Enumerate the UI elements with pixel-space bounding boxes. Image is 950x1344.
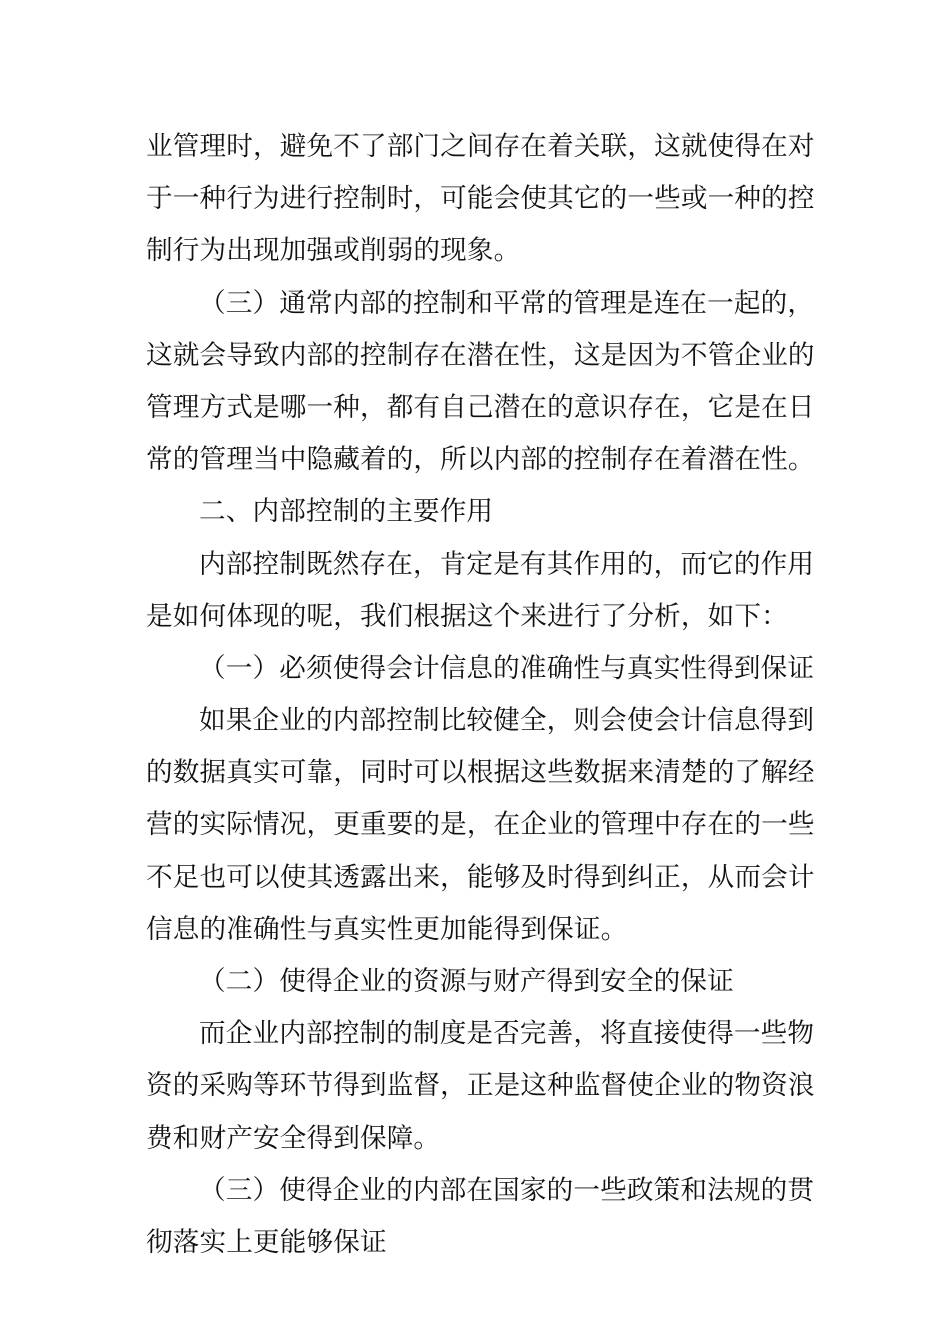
text-line: 的数据真实可靠，同时可以根据这些数据来清楚的了解经 — [146, 757, 815, 789]
text-line: 管理方式是哪一种，都有自己潜在的意识存在，它是在日 — [146, 391, 815, 423]
text-line: 营的实际情况，更重要的是，在企业的管理中存在的一些 — [146, 809, 815, 841]
section-heading: 二、内部控制的主要作用 — [199, 496, 494, 528]
document-body — [146, 121, 815, 1269]
text-line: 制行为出现加强或削弱的现象。 — [146, 235, 521, 267]
text-line: 这就会导致内部的控制存在潜在性，这是因为不管企业的 — [146, 339, 815, 371]
text-line: 内部控制既然存在，肯定是有其作用的，而它的作用 — [199, 548, 815, 580]
text-line: 信息的准确性与真实性更加能得到保证。 — [146, 913, 628, 945]
text-line: 彻落实上更能够保证 — [146, 1226, 387, 1258]
text-line: 资的采购等环节得到监督，正是这种监督使企业的物资浪 — [146, 1070, 815, 1102]
text-line: 于一种行为进行控制时，可能会使其它的一些或一种的控 — [146, 183, 815, 215]
text-line: 费和财产安全得到保障。 — [146, 1122, 441, 1154]
subheading-line: （一）必须使得会计信息的准确性与真实性得到保证 — [199, 652, 815, 684]
text-line: 常的管理当中隐藏着的，所以内部的控制存在着潜在性。 — [146, 444, 815, 476]
subheading-line: （二）使得企业的资源与财产得到安全的保证 — [199, 966, 734, 997]
subheading-line: （三）通常内部的控制和平常的管理是连在一起的， — [199, 287, 815, 319]
text-line: 而企业内部控制的制度是否完善，将直接使得一些物 — [199, 1018, 815, 1050]
text-line: 是如何体现的呢，我们根据这个来进行了分析，如下： — [146, 600, 788, 632]
text-line: 不足也可以使其透露出来，能够及时得到纠正，从而会计 — [146, 861, 815, 893]
subheading-line: （三）使得企业的内部在国家的一些政策和法规的贯 — [199, 1174, 815, 1206]
text-line: 业管理时，避免不了部门之间存在着关联，这就使得在对 — [146, 131, 815, 162]
text-line: 如果企业的内部控制比较健全，则会使会计信息得到 — [199, 705, 815, 737]
